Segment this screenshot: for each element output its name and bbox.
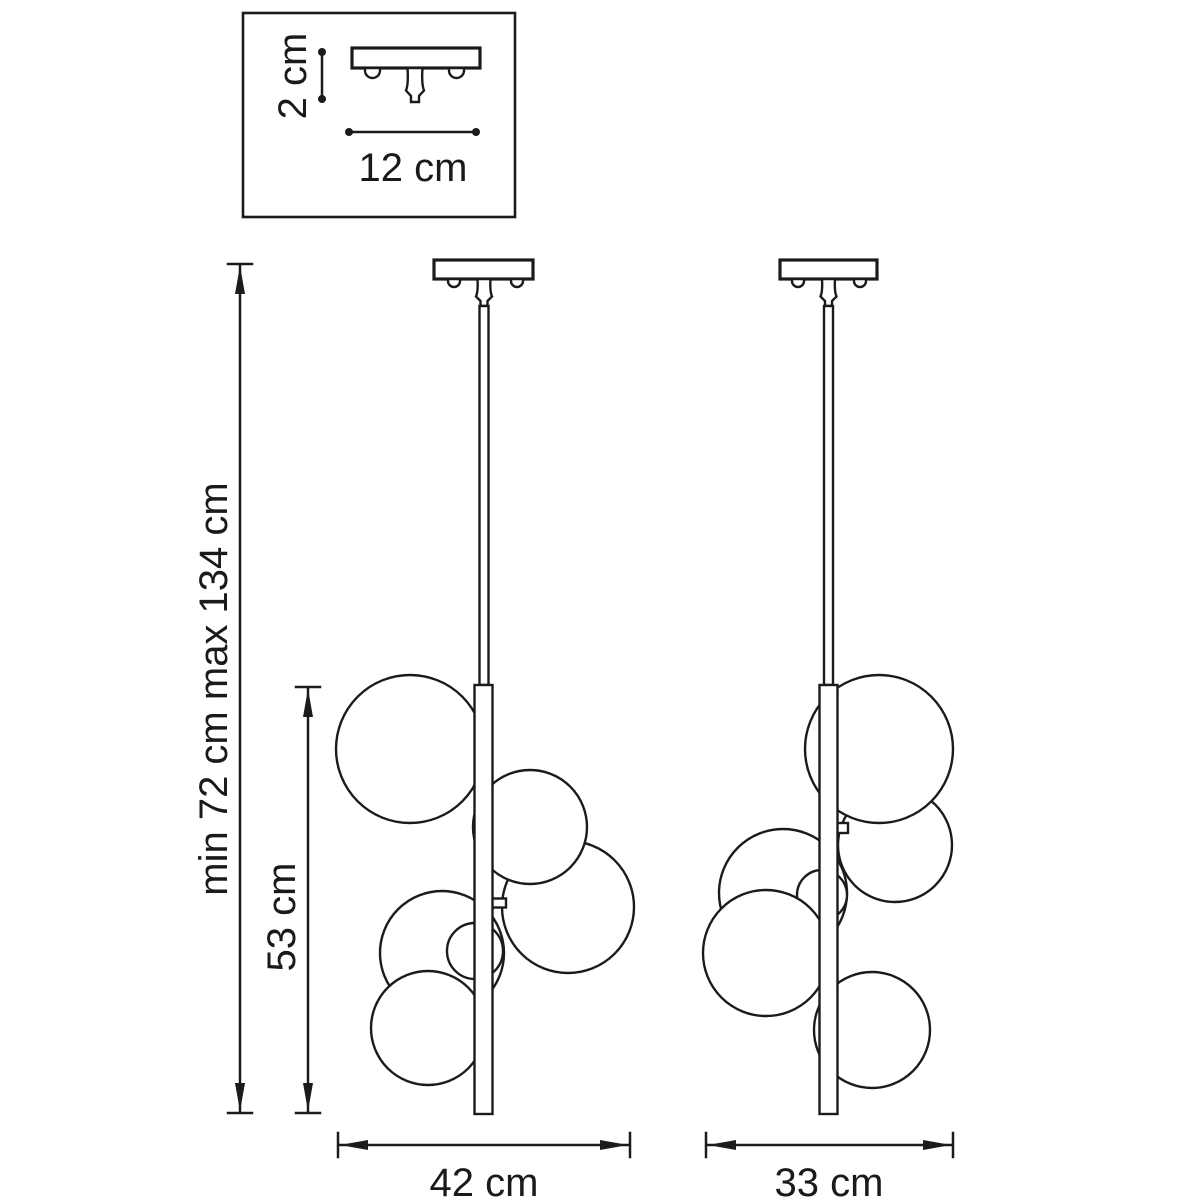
overall-height-label: min 72 cm max 134 cm <box>192 482 236 896</box>
overall-height-dimension <box>192 264 252 1113</box>
dimension-endpoint-dot <box>472 128 480 136</box>
ceiling-plate-assembly <box>780 260 877 306</box>
ceiling-plate <box>780 260 877 279</box>
left-width-dimension <box>338 1133 630 1200</box>
mounting-screw <box>448 279 460 287</box>
suspension-rod-upper <box>480 306 489 685</box>
right-width-dimension <box>706 1133 953 1200</box>
mounting-screw <box>792 279 804 287</box>
ceiling-plate <box>434 260 533 279</box>
arrow-right-icon <box>923 1140 951 1150</box>
glass-globe <box>703 890 829 1016</box>
mount-detail-inset <box>243 13 515 217</box>
inset-width-label: 12 cm <box>358 146 468 190</box>
center-stem <box>475 685 493 1114</box>
inset-width-dimension <box>345 128 480 190</box>
mounting-screw <box>511 279 523 287</box>
mounting-screw <box>365 68 380 78</box>
arrow-down-icon <box>303 1083 313 1111</box>
arrow-left-icon <box>708 1140 736 1150</box>
dimension-endpoint-dot <box>345 128 353 136</box>
arrow-down-icon <box>235 1083 245 1111</box>
cord-grip <box>406 68 424 102</box>
right-lamp-view <box>703 260 953 1114</box>
arrow-up-icon <box>235 266 245 294</box>
ceiling-plate <box>352 48 480 68</box>
left-width-label: 42 cm <box>429 1161 539 1200</box>
fixture-height-label: 53 cm <box>260 862 304 972</box>
suspension-rod-upper <box>824 306 833 685</box>
mounting-screw <box>449 68 464 78</box>
left-lamp-view <box>336 260 634 1114</box>
arrow-right-icon <box>600 1140 628 1150</box>
dimension-endpoint-dot <box>318 95 326 103</box>
inset-ceiling-plate <box>352 48 480 102</box>
arrow-up-icon <box>303 689 313 717</box>
center-stem <box>820 685 838 1114</box>
fixture-height-dimension <box>260 687 320 1113</box>
cord-grip <box>821 279 837 306</box>
inset-height-label: 2 cm <box>271 32 315 120</box>
ceiling-plate-assembly <box>434 260 533 306</box>
inset-height-dimension <box>271 33 326 120</box>
dimension-endpoint-dot <box>318 48 326 56</box>
glass-globe <box>371 971 485 1085</box>
mounting-screw <box>854 279 866 287</box>
glass-globe <box>336 675 484 823</box>
arrow-left-icon <box>340 1140 368 1150</box>
right-width-label: 33 cm <box>774 1161 884 1200</box>
cord-grip <box>476 279 492 306</box>
